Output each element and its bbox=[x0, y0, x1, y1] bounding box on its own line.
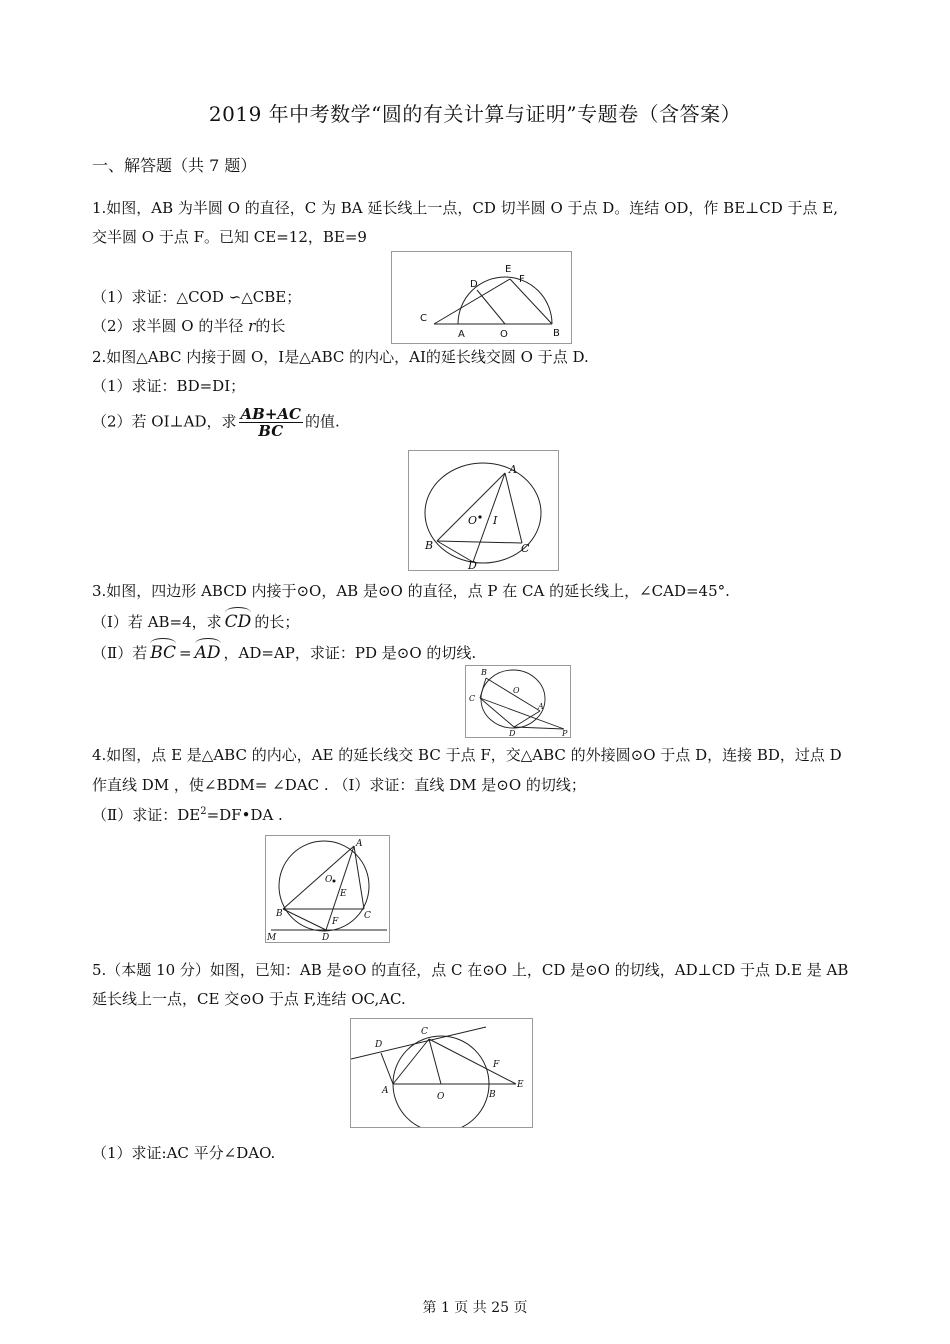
q2-label-o: O bbox=[468, 514, 478, 527]
q5-line-ce bbox=[429, 1039, 516, 1084]
q1-part2-text-a: （2）求半圆 O 的半径 bbox=[92, 317, 244, 335]
q4-part2-text-a: （Ⅱ）求证：DE bbox=[92, 806, 201, 824]
q3-line-dp bbox=[514, 727, 564, 729]
q4-side-ac bbox=[354, 846, 364, 909]
q4-superscript: 2 bbox=[200, 806, 207, 817]
q1-label-f: F bbox=[519, 274, 525, 285]
q5-label-f: F bbox=[493, 1060, 500, 1070]
q3-label-d: D bbox=[509, 729, 516, 737]
q3-figure bbox=[465, 665, 571, 738]
q5-stem-line2: 延长线上一点，CE 交⊙O 于点 F,连结 OC,AC. bbox=[92, 990, 406, 1008]
q4-figure bbox=[265, 835, 390, 943]
q2-center-dot bbox=[478, 515, 481, 518]
q5-circle bbox=[393, 1036, 489, 1127]
q5-label-c: C bbox=[421, 1027, 428, 1037]
q1-line-be bbox=[510, 279, 552, 324]
q3-part1 bbox=[92, 606, 299, 632]
q4-label-m: M bbox=[267, 933, 277, 942]
q3-part1-text-b: 的长； bbox=[254, 613, 300, 631]
q4-part2-text-b: =DF•DA . bbox=[206, 806, 283, 824]
q2-label-d: D bbox=[468, 559, 477, 570]
q4-center-dot bbox=[333, 880, 336, 883]
q3-label-a: A bbox=[538, 702, 544, 711]
q4-label-d: D bbox=[322, 933, 330, 942]
q1-part2 bbox=[92, 315, 285, 336]
q3-stem: 3.如图，四边形 ABCD 内接于⊙O，AB 是⊙O 的直径，点 P 在 CA 的延长线上，∠CAD=45°. bbox=[92, 582, 730, 600]
q3-part2-text-a: （Ⅱ）若 bbox=[92, 644, 148, 662]
q2-frac-numerator: AB+AC bbox=[240, 405, 301, 423]
q2-figure bbox=[408, 450, 559, 571]
q2-label-c: C bbox=[521, 542, 530, 555]
q3-arc-ad: AD bbox=[195, 637, 221, 663]
q4-stem-line1: 4.如图，点 E 是△ABC 的内心，AE 的延长线交 BC 于点 F，交△ABC 的外接圆⊙O 于点 D，连接 BD，过点 D bbox=[92, 746, 842, 764]
q3-label-c: C bbox=[469, 694, 476, 703]
q2-side-ac bbox=[505, 473, 522, 543]
q1-label-c: C bbox=[420, 313, 427, 324]
q4-label-c: C bbox=[364, 911, 371, 921]
q4-label-b: B bbox=[276, 909, 283, 919]
q4-label-o: O bbox=[325, 875, 333, 885]
q5-stem-line1: 5.（本题 10 分）如图，已知：AB 是⊙O 的直径，点 C 在⊙O 上，CD 是⊙O 的切线，AD⊥CD 于点 D.E 是 AB bbox=[92, 961, 849, 979]
q1-label-e: E bbox=[505, 264, 512, 275]
q5-label-o: O bbox=[437, 1092, 445, 1102]
q5-label-b: B bbox=[489, 1090, 496, 1100]
q3-part1-text-a: （Ⅰ）若 AB=4，求 bbox=[92, 613, 222, 631]
q2-part1: （1）求证：BD=DI； bbox=[92, 377, 246, 395]
q5-label-a: A bbox=[382, 1086, 389, 1096]
q3-part2-text-b: ，AD=AP，求证：PD 是⊙O 的切线. bbox=[223, 644, 477, 662]
q4-label-f: F bbox=[332, 917, 339, 927]
q1-line-od bbox=[477, 290, 505, 324]
q3-circle bbox=[481, 670, 545, 728]
q5-figure bbox=[350, 1018, 533, 1128]
q2-fraction bbox=[239, 406, 303, 439]
q5-line-oc bbox=[429, 1039, 441, 1084]
q1-label-a: A bbox=[458, 329, 465, 340]
page-footer: 第 1 页 共 25 页 bbox=[422, 1300, 528, 1316]
q3-label-p: P bbox=[562, 729, 568, 737]
q3-arc-bc: BC bbox=[150, 637, 176, 663]
q1-stem-line1: 1.如图，AB 为半圆 O 的直径，C 为 BA 延长线上一点，CD 切半圆 O 于点 D。连结 OD，作 BE⊥CD 于点 E, bbox=[92, 199, 839, 217]
q3-part2 bbox=[92, 637, 476, 663]
q4-part2 bbox=[92, 804, 283, 825]
q1-radius-var: r bbox=[248, 317, 256, 335]
q2-side-ab bbox=[437, 473, 505, 541]
q2-label-a: A bbox=[509, 463, 517, 476]
q4-stem-line2: 作直线 DM ，使∠BDM= ∠DAC . （Ⅰ）求证：直线 DM 是⊙O 的切线； bbox=[92, 776, 586, 794]
q5-line-ad bbox=[381, 1053, 393, 1084]
q3-equals: = bbox=[179, 644, 192, 662]
q3-label-o: O bbox=[513, 686, 520, 695]
q1-part1: （1）求证：△COD ∽△CBE； bbox=[92, 288, 302, 306]
q1-stem-line2: 交半圆 O 于点 F。已知 CE=12，BE=9 bbox=[92, 228, 367, 246]
q2-label-b: B bbox=[425, 539, 434, 552]
q2-label-i: I bbox=[493, 514, 498, 527]
q3-arc-cd: CD bbox=[225, 606, 252, 632]
page-title: 2019 年中考数学“圆的有关计算与证明”专题卷（含答案） bbox=[208, 102, 742, 126]
q5-label-d: D bbox=[375, 1040, 383, 1050]
q1-label-b: B bbox=[553, 328, 560, 339]
q4-label-e: E bbox=[340, 889, 347, 899]
q1-label-d: D bbox=[470, 279, 478, 290]
q4-label-a: A bbox=[356, 839, 363, 849]
q5-part1: （1）求证:AC 平分∠DAO. bbox=[92, 1144, 276, 1162]
q2-part2-text-a: （2）若 OI⊥AD，求 bbox=[92, 412, 237, 431]
q5-label-e: E bbox=[517, 1080, 524, 1090]
q2-part2 bbox=[92, 406, 340, 439]
q1-part2-text-b: 的长 bbox=[255, 317, 286, 335]
q1-figure bbox=[391, 251, 572, 344]
q1-label-o: O bbox=[500, 329, 508, 340]
q2-stem: 2.如图△ABC 内接于圆 O，I是△ABC 的内心，AI的延长线交圆 O 于点 D. bbox=[92, 348, 589, 366]
section-heading: 一、解答题（共 7 题） bbox=[92, 156, 257, 175]
q2-line-ad bbox=[473, 473, 505, 562]
q3-label-b: B bbox=[481, 668, 487, 677]
q2-part2-text-b: 的值. bbox=[304, 412, 340, 431]
q3-side-bc bbox=[480, 678, 486, 698]
q2-frac-denominator: BC bbox=[258, 422, 284, 440]
q3-line-cp bbox=[480, 698, 564, 729]
